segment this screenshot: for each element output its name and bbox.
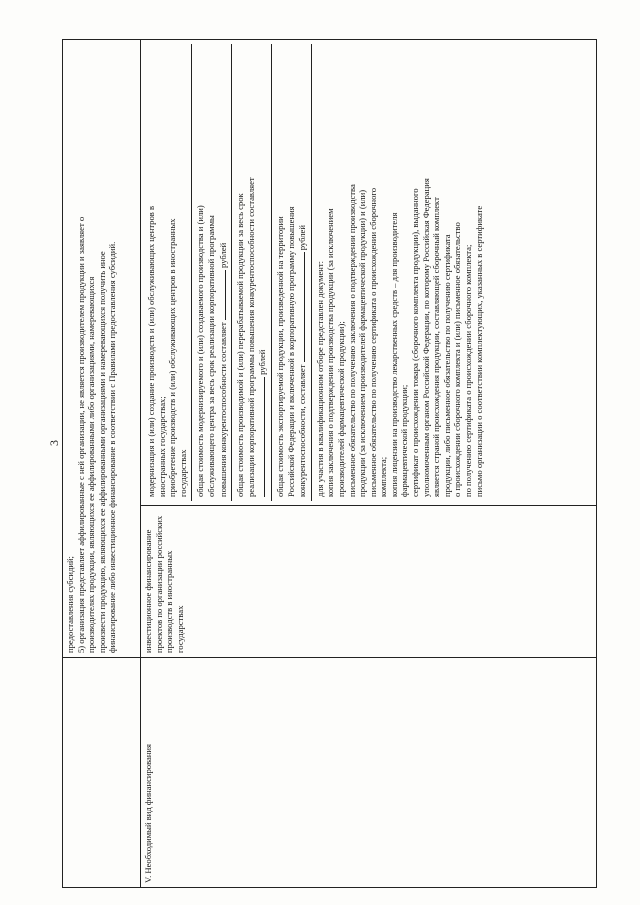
blank-field bbox=[296, 252, 305, 362]
page-number: 3 bbox=[47, 440, 61, 446]
text-line: реализации корпоративной программы повышения конкурентоспособности составляет bbox=[245, 177, 256, 497]
details-block-4 bbox=[271, 44, 311, 501]
text-line: обслуживающего центра за весь срок реализации корпоративной программы bbox=[205, 215, 216, 497]
text-line: является страной происхождения продукции, составляющей сборочный комплект bbox=[431, 197, 442, 497]
details-block-3 bbox=[231, 44, 271, 501]
row-top-text-cell bbox=[63, 39, 141, 657]
text-line: продукции (за исключением производителей фармацевтической продукции) и (или) bbox=[357, 189, 368, 497]
text-line: 5) организация представляет аффилированные с ней организации, не является производителем продукции и заявляет о bbox=[75, 216, 86, 653]
financing-type-cell bbox=[141, 506, 597, 658]
text-line: финансирование либо инвестиционное финансирование в соответствии с Правилами предоставления субсидий. bbox=[107, 241, 118, 653]
text-fragment: конкурентоспособности, составляет bbox=[297, 364, 308, 497]
table-row-financing bbox=[141, 39, 597, 887]
unit-label: рублей bbox=[297, 225, 308, 251]
text-line: производителей фармацевтической продукции); bbox=[335, 321, 346, 497]
text-line: общая стоимость производимой и (или) перерабатываемой продукции за весь срок bbox=[235, 193, 246, 497]
unit-label: рублей bbox=[217, 242, 228, 268]
text-line: о происхождении сборочного комплекта и (или) письменное обязательство bbox=[452, 222, 463, 497]
blank-field bbox=[217, 270, 226, 320]
text-line: копия заключения о подтверждении производства продукции (за исключением bbox=[325, 208, 336, 497]
text-fragment: повышения конкурентоспособности составляет bbox=[217, 322, 228, 497]
text-line: сертификат о происхождении товара (сборочного комплекта продукции), выданного bbox=[410, 188, 421, 497]
details-block-2 bbox=[191, 44, 231, 501]
unit-label: рублей bbox=[257, 349, 268, 375]
text-line: копия лицензии на производство лекарственных средств – для производителя bbox=[388, 212, 399, 497]
text-line bbox=[217, 48, 229, 497]
text-line: иностранных государствах; bbox=[156, 396, 167, 497]
text-line: продукции, либо письменное обязательство по получению сертификата bbox=[441, 234, 452, 497]
text-line: Российской Федерации и включенной в корпоративную программу повышения bbox=[285, 206, 296, 497]
financing-details-cell bbox=[141, 39, 597, 505]
text-line: общая стоимость экспортируемой продукции, произведенной на территории bbox=[274, 216, 285, 497]
text-line: по получению сертификата о происхождении сборочного комплекта; bbox=[463, 244, 474, 497]
details-block-1 bbox=[143, 44, 191, 501]
text-line: письменное обязательство по получению заключения о подтверждении производства bbox=[346, 184, 357, 497]
text-line: письменное обязательство по получению сертификата о происхождении сборочного bbox=[367, 188, 378, 497]
financing-type: инвестиционное финансирование проектов по организации российских производств в иностранных государствах bbox=[143, 515, 185, 653]
details-block-5 bbox=[311, 44, 488, 501]
blank-field bbox=[256, 377, 265, 497]
table-row-top bbox=[63, 39, 141, 887]
text-line: письмо организации о соответствии комплектующих, указанных в сертификате bbox=[473, 205, 484, 497]
text-line: общая стоимость модернизируемого и (или) создаваемого производства и (или) bbox=[195, 205, 206, 497]
requirements-table bbox=[62, 39, 597, 888]
text-line: для участия в квалификационном отборе представлен документ: bbox=[314, 260, 325, 497]
text-line bbox=[256, 48, 268, 497]
text-line: комплекта; bbox=[378, 456, 389, 497]
financing-label-cell bbox=[141, 658, 597, 888]
text-line: уполномоченным органом Российской Федерации, по которому Российская Федерация bbox=[420, 178, 431, 497]
section-label: V. Необходимый вид финансирования bbox=[143, 744, 153, 883]
text-line: фармацевтической продукции; bbox=[399, 384, 410, 497]
text-line: произвести продукцию, являющихся ее аффилированными организациями и намеревающихся получить иное bbox=[96, 251, 107, 653]
rotated-content bbox=[62, 40, 597, 888]
text-line: приобретение производств и (или) обслуживающих центров в иностранных bbox=[167, 218, 178, 497]
row-top-label-cell bbox=[63, 658, 141, 888]
text-line: модернизация и (или) создание производств и (или) обслуживающих центров в bbox=[146, 205, 156, 497]
text-line bbox=[296, 48, 308, 497]
text-line: государствах bbox=[177, 449, 188, 497]
text-line: производителях продукции, являющихся ее аффилированными либо организациями, намеревающихся bbox=[86, 276, 97, 653]
text-line: предоставления субсидий; bbox=[65, 556, 75, 653]
